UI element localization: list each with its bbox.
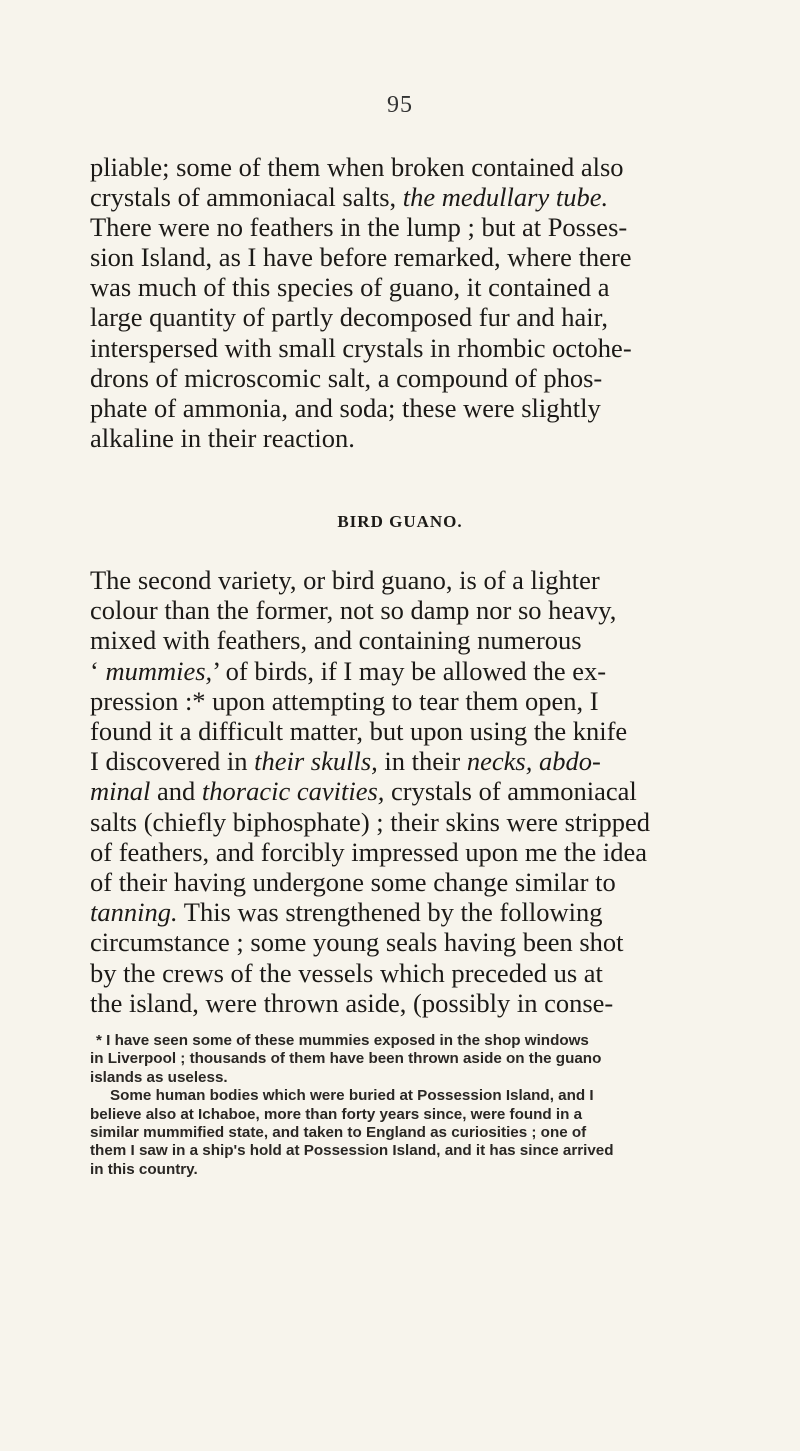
italic-text: necks, abdo- — [466, 746, 601, 777]
text-line: was much of this species of guano, it contained a — [90, 272, 610, 303]
text-span: ’ of birds, if I may be allowed the ex- — [212, 655, 607, 686]
footnote-line: islands as useless. — [90, 1068, 228, 1086]
text-line: phate of ammonia, and soda; these were slightly — [90, 392, 601, 423]
text-line: drons of microscomic salt, a compound of phos- — [90, 362, 603, 393]
text-line: of feathers, and forcibly impressed upon me the idea — [90, 836, 648, 867]
footnote-line: believe also at Ichaboe, more than forty years since, were found in a — [90, 1105, 583, 1123]
footnote-line: in Liverpool ; thousands of them have been thrown aside on the guano — [90, 1050, 602, 1068]
text-line — [90, 776, 712, 806]
italic-text: the medullary tube. — [402, 182, 609, 213]
text-line — [90, 746, 712, 776]
text-span: and — [150, 776, 202, 807]
text-line: salts (chiefly biphosphate) ; their skins were stripped — [90, 806, 651, 837]
text-line: The second variety, or bird guano, is of a lighter — [90, 565, 600, 595]
text-line: the island, were thrown aside, (possibly in conse- — [90, 987, 614, 1018]
footnote-line: them I saw in a ship's hold at Possession Island, and it has since arrived — [90, 1142, 614, 1160]
text-span: crystals of ammoniacal — [384, 776, 637, 807]
text-line: circumstance ; some young seals having been shot — [90, 927, 624, 958]
footnote-line: similar mummified state, and taken to England as curiosities ; one of — [90, 1124, 587, 1142]
text-line: interspersed with small crystals in rhombic octohe- — [90, 332, 632, 363]
text-span: ‘ — [90, 655, 106, 686]
footnote-line: Some human bodies which were buried at Possession Island, and I — [110, 1087, 594, 1105]
text-span: I discovered in — [90, 746, 255, 777]
text-line: of their having undergone some change similar to — [90, 867, 616, 898]
italic-text: minal — [90, 776, 151, 807]
section-heading: BIRD GUANO. — [337, 512, 463, 531]
page-number: 95 — [387, 92, 413, 118]
text-line: pliable; some of them when broken contained also — [90, 152, 624, 182]
italic-text: thoracic cavities, — [201, 776, 385, 807]
text-line: alkaline in their reaction. — [90, 422, 355, 453]
italic-text: mummies, — [105, 655, 213, 686]
text-line: by the crews of the vessels which preceded us at — [90, 957, 603, 988]
italic-text: their skulls, — [254, 746, 378, 777]
text-line — [90, 656, 712, 686]
paragraph-continued — [90, 152, 712, 453]
text-line: large quantity of partly decomposed fur and hair, — [90, 302, 608, 333]
paragraph-bird-guano — [90, 565, 712, 1018]
footnote — [90, 1032, 712, 1179]
text-line — [90, 897, 712, 927]
text-line: There were no feathers in the lump ; but at Posses- — [90, 212, 628, 243]
text-span: in their — [377, 746, 467, 777]
text-line: colour than the former, not so damp nor so heavy, — [90, 595, 617, 626]
text-span: crystals of ammoniacal salts, — [90, 182, 403, 213]
text-line: found it a difficult matter, but upon using the knife — [90, 716, 628, 747]
footnote-line: * I have seen some of these mummies exposed in the shop windows — [96, 1032, 589, 1049]
text-line: sion Island, as I have before remarked, where there — [90, 242, 632, 273]
text-line: pression :* upon attempting to tear them open, I — [90, 685, 599, 716]
footnote-line: in this country. — [90, 1160, 198, 1178]
italic-text: tanning. — [90, 897, 178, 928]
text-line — [90, 182, 712, 212]
text-line: mixed with feathers, and containing numerous — [90, 625, 582, 656]
text-span: This was strengthened by the following — [177, 897, 603, 928]
